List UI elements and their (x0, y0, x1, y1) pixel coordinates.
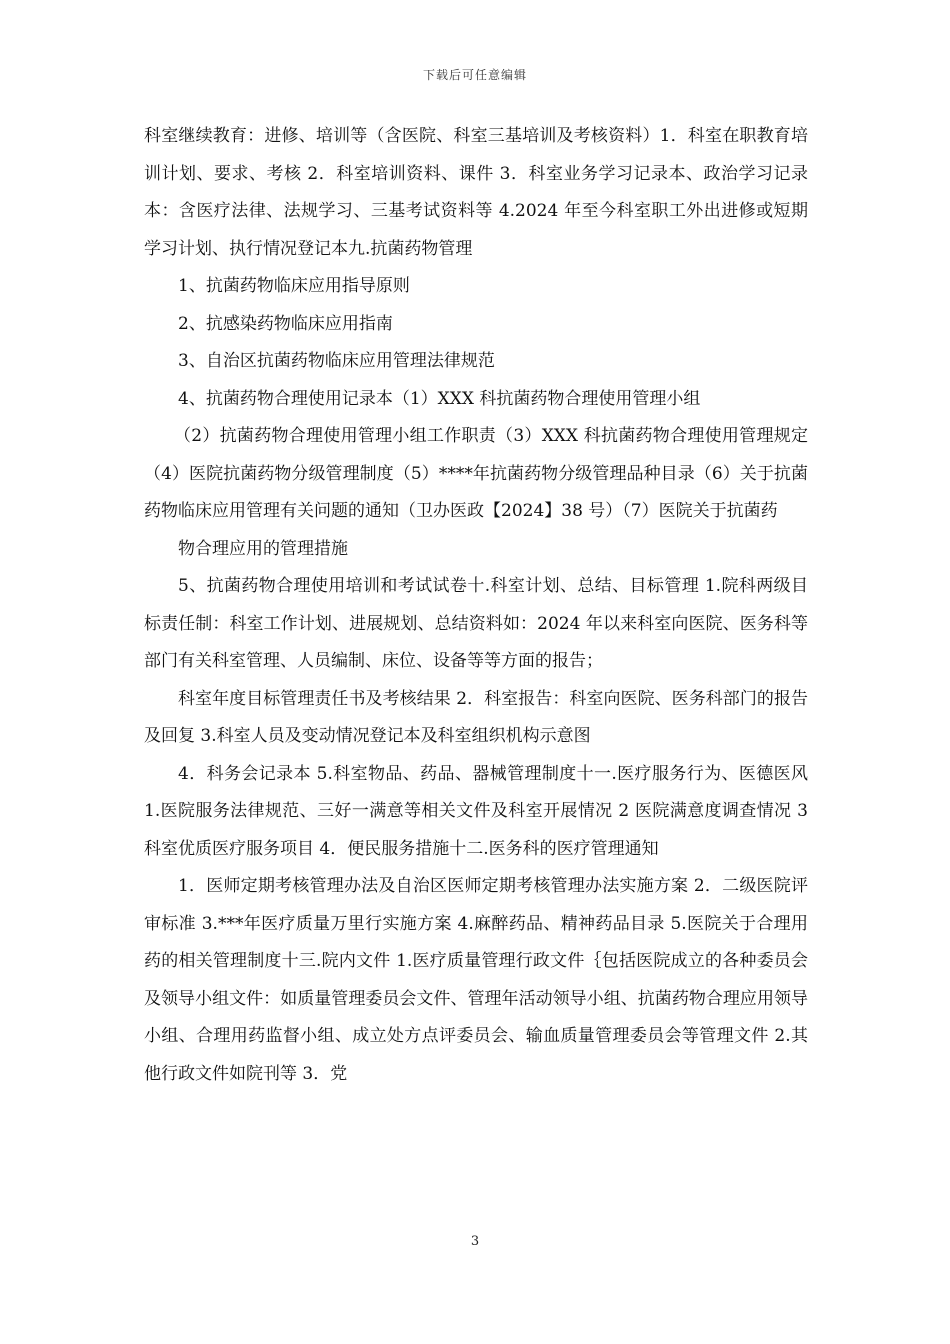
page-header: 下载后可任意编辑 (422, 68, 527, 82)
paragraph-5: 4、抗菌药物合理使用记录本（1）XXX 科抗菌药物合理使用管理小组 (178, 388, 701, 409)
paragraph-1: 科室继续教育：进修、培训等（含医院、科室三基培训及考核资料）1．科室在职教育培训计划、要求、考核 2．科室培训资料、课件 3．科室业务学习记录本、政治学习记录本：含医疗法律、法规学习、三基考试资料等 4.2024 年至今科室职工外出进修或短期学习计划、执行情况登记本九.抗菌药物管理 (144, 126, 808, 259)
paragraph-7: 物合理应用的管理措施 (178, 538, 348, 559)
paragraph-2: 1、抗菌药物临床应用指导原则 (178, 276, 410, 296)
paragraph-6: （2）抗菌药物合理使用管理小组工作职责（3）XXX 科抗菌药物合理使用管理规定（4）医院抗菌药物分级管理制度（5）****年抗菌药物分级管理品种目录（6）关于抗菌药物临床应用管理有关问题的通知（卫办医政【2024】38 号）（7）医院关于抗菌药 (144, 426, 808, 521)
document-body (144, 118, 808, 1093)
paragraph-4: 3、自治区抗菌药物临床应用管理法律规范 (178, 351, 495, 371)
paragraph-11: 1．医师定期考核管理办法及自治区医师定期考核管理办法实施方案 2．二级医院评审标准 3.***年医疗质量万里行实施方案 4.麻醉药品、精神药品目录 5.医院关于合理用药的相关管理制度十三.院内文件 1.医疗质量管理行政文件｛包括医院成立的各种委员会及领导小组文件：如质量管理委员会文件、管理年活动领导小组、抗菌药物合理应用领导小组、合理用药监督小组、成立处方点评委员会、输血质量管理委员会等管理文件 2.其他行政文件如院刊等 3．党 (144, 876, 808, 1084)
paragraph-10: 4．科务会记录本 5.科室物品、药品、器械管理制度十一.医疗服务行为、医德医风 1.医院服务法律规范、三好一满意等相关文件及科室开展情况 2 医院满意度调查情况 3 科室优质医疗服务项目 4．便民服务措施十二.医务科的医疗管理通知 (144, 763, 808, 859)
paragraph-8: 5、抗菌药物合理使用培训和考试试卷十.科室计划、总结、目标管理 1.院科两级目标责任制：科室工作计划、进展规划、总结资料如：2024 年以来科室向医院、医务科等部门有关科室管理、人员编制、床位、设备等等方面的报告； (144, 576, 808, 671)
page-number: 3 (470, 1234, 480, 1249)
paragraph-3: 2、抗感染药物临床应用指南 (178, 313, 393, 334)
paragraph-9: 科室年度目标管理责任书及考核结果 2．科室报告：科室向医院、医务科部门的报告及回复 3.科室人员及变动情况登记本及科室组织机构示意图 (144, 688, 808, 746)
